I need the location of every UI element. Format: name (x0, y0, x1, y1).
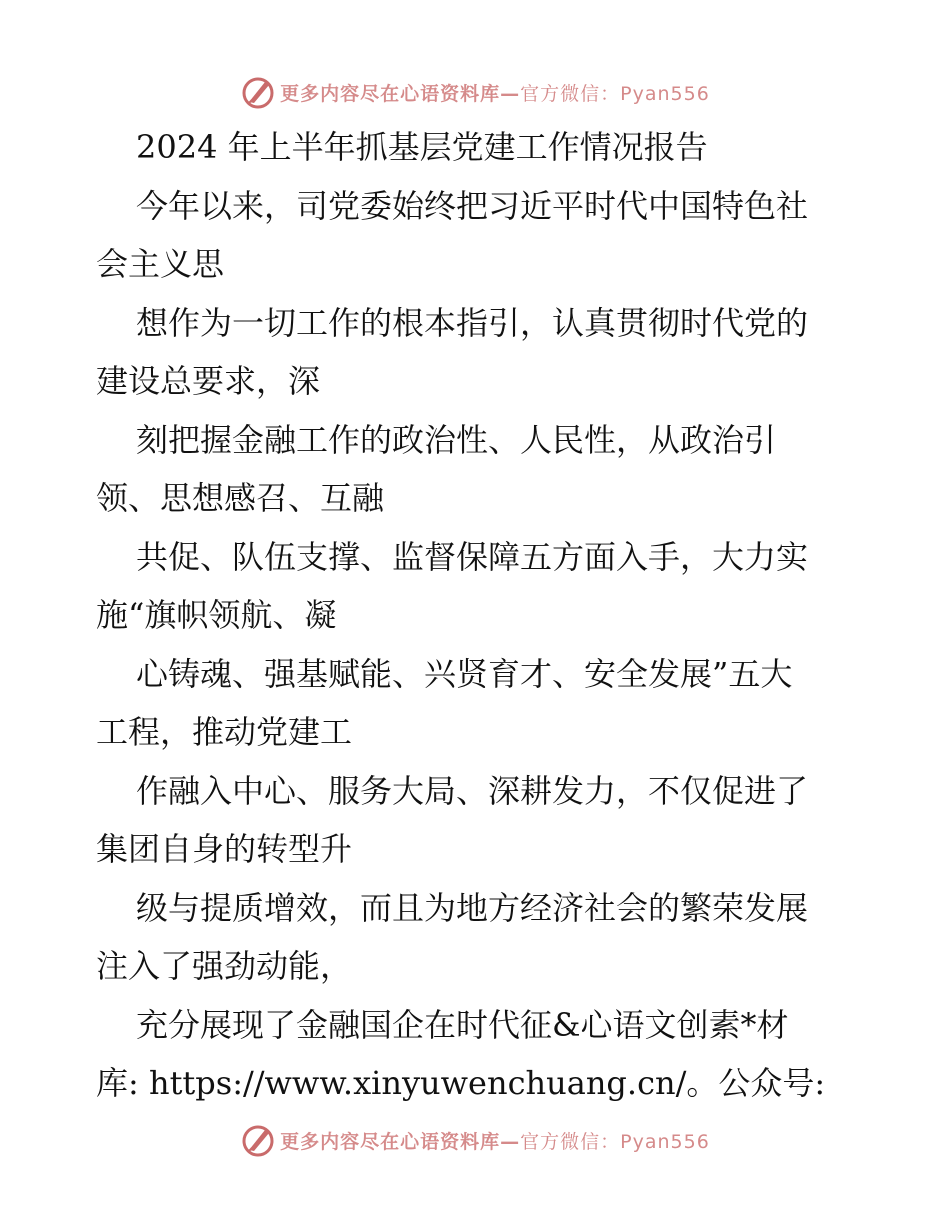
paragraph-line: 施“旗帜领航、凝 (96, 596, 337, 634)
paragraph-line: 心铸魂、强基赋能、兴贤育才、安全发展”五大 (136, 654, 793, 693)
paragraph-line: 刻把握金融工作的政治性、人民性，从政治引 (136, 420, 777, 459)
paragraph-line: 想作为一切工作的根本指引，认真贯彻时代党的 (136, 303, 809, 342)
paragraph-line: 注入了强劲动能， (96, 947, 353, 985)
paragraph-line: 集团自身的转型升 (96, 830, 353, 868)
paragraph-line: 级与提质增效，而且为地方经济社会的繁荣发展 (136, 888, 809, 927)
paragraph-line: 作融入中心、服务大局、深耕发力，不仅促进了 (136, 771, 809, 810)
paragraph-line: 今年以来，司党委始终把习近平时代中国特色社 (136, 186, 809, 225)
document-body (96, 118, 866, 1113)
quill-circle-icon (240, 74, 276, 110)
paragraph-line: 库: https://www.xinyuwenchuang.cn/。公众号: (96, 1064, 826, 1102)
paragraph-line: 充分展现了金融国企在时代征&心语文创素*材 (136, 1005, 789, 1044)
quill-circle-icon (240, 1122, 276, 1158)
watermark-text: 更多内容尽在心语资料库—官方微信：Pyan556 (280, 82, 710, 105)
document-title: 2024 年上半年抓基层党建工作情况报告 (136, 128, 708, 166)
paragraph-line: 会主义思 (96, 245, 225, 283)
watermark-text: 更多内容尽在心语资料库—官方微信：Pyan556 (280, 1130, 710, 1153)
footer-watermark-banner (0, 1118, 950, 1162)
paragraph-line: 工程，推动党建工 (96, 713, 353, 751)
paragraph-line: 领、思想感召、互融 (96, 479, 385, 517)
paragraph-line: 建设总要求，深 (96, 362, 321, 400)
paragraph-line: 共促、队伍支撑、监督保障五方面入手，大力实 (136, 537, 809, 576)
header-watermark-banner (0, 70, 950, 114)
